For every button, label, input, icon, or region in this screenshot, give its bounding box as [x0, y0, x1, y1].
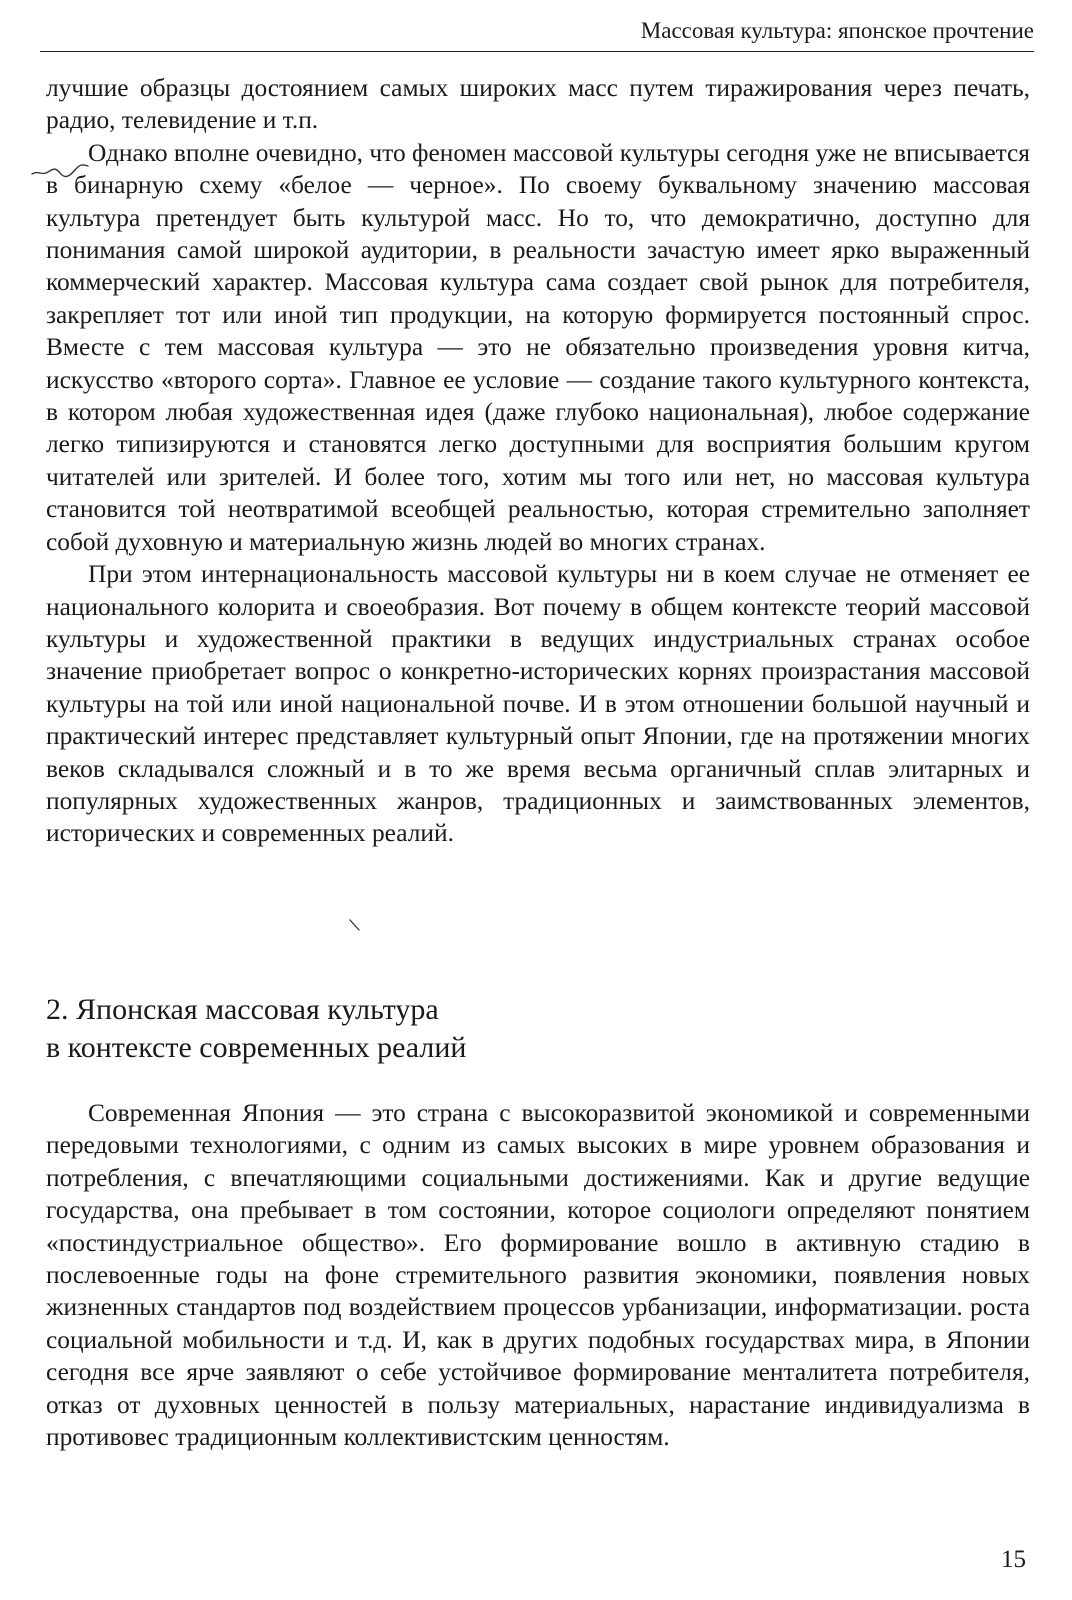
section-heading-line-2: в контексте современных реалий [46, 1031, 467, 1064]
section-heading [46, 991, 746, 1067]
body-paragraph-3: При этом интернациональность массовой культуры ни в коем случае не отменяет ее национального колорита и своеобразия. Вот почему в общем контексте теорий массовой культуры и художественной практики в ведущих индустриальных странах особое значение приобретает вопрос о конкретно-исторических корнях произрастания массовой культуры на той или иной национальной почве. И в этом отношении большой научный и практический интерес представляет культурный опыт Японии, где на протяжении многих веков складывался сложный и в то же время весьма органичный сплав элитарных и популярных художественных жанров, традиционных и заимствованных элементов, исторических и современных реалий. [46, 560, 1030, 848]
section-heading-line-1: 2. Японская массовая культура [46, 993, 439, 1026]
body-paragraph-1: лучшие образцы достоянием самых широких масс путем тиражирования через печать, радио, телевидение и т.п. [46, 74, 1030, 135]
header-rule [40, 51, 1034, 52]
running-title: Массовая культура: японское прочтение [640, 18, 1034, 43]
section-paragraph-1: Современная Япония — это страна с высокоразвитой экономикой и современными передовыми технологиями, с одним из самых высоких в мире уровнем образования и потребления, с впечатляющими социальными достижениями. Как и другие ведущие государства, она пребывает в том состоянии, которое социологи определяют понятием «постиндустриальное общество». Его формирование вошло в активную стадию в послевоенные годы на фоне стремительного развития экономики, появления новых жизненных стандартов под воздействием процессов урбанизации, информатизации. роста социальной мобильности и т.д. И, как в других подобных государствах мира, в Японии сегодня все ярче заявляют о себе устойчивое формирование менталитета потребителя, отказ от духовных ценностей в пользу материальных, нарастание индивидуализма в противовес традиционным коллективистским ценностям. [46, 1099, 1030, 1452]
body-text [46, 72, 1030, 850]
handwritten-tick-mark [348, 918, 362, 932]
page-number: 15 [1001, 1546, 1026, 1573]
section-text [46, 1097, 1030, 1453]
body-paragraph-2: Однако вполне очевидно, что феномен массовой культуры сегодня уже не вписывается в бинарную схему «белое — черное». По своему буквальному значению массовая культура претендует быть культурой масс. Но то, что демократично, доступно для понимания самой широкой аудитории, в реальности зачастую имеет ярко выраженный коммерческий характер. Массовая культура сама создает свой рынок для потребителя, закрепляет тот или иной тип продукции, на которую формируется постоянный спрос. Вместе с тем массовая культура — это не обязательно произведения уровня китча, искусство «второго сорта». Главное ее условие — создание такого культурного контекста, в котором любая художественная идея (даже глубоко национальная), любое содержание легко типизируются и становятся легко доступными для восприятия большим кругом читателей или зрителей. И более того, хотим мы того или нет, но массовая культура становится той неотвратимой всеобщей реальностью, которая стремительно заполняет собой духовную и материальную жизнь людей во многих странах. [46, 138, 1030, 556]
